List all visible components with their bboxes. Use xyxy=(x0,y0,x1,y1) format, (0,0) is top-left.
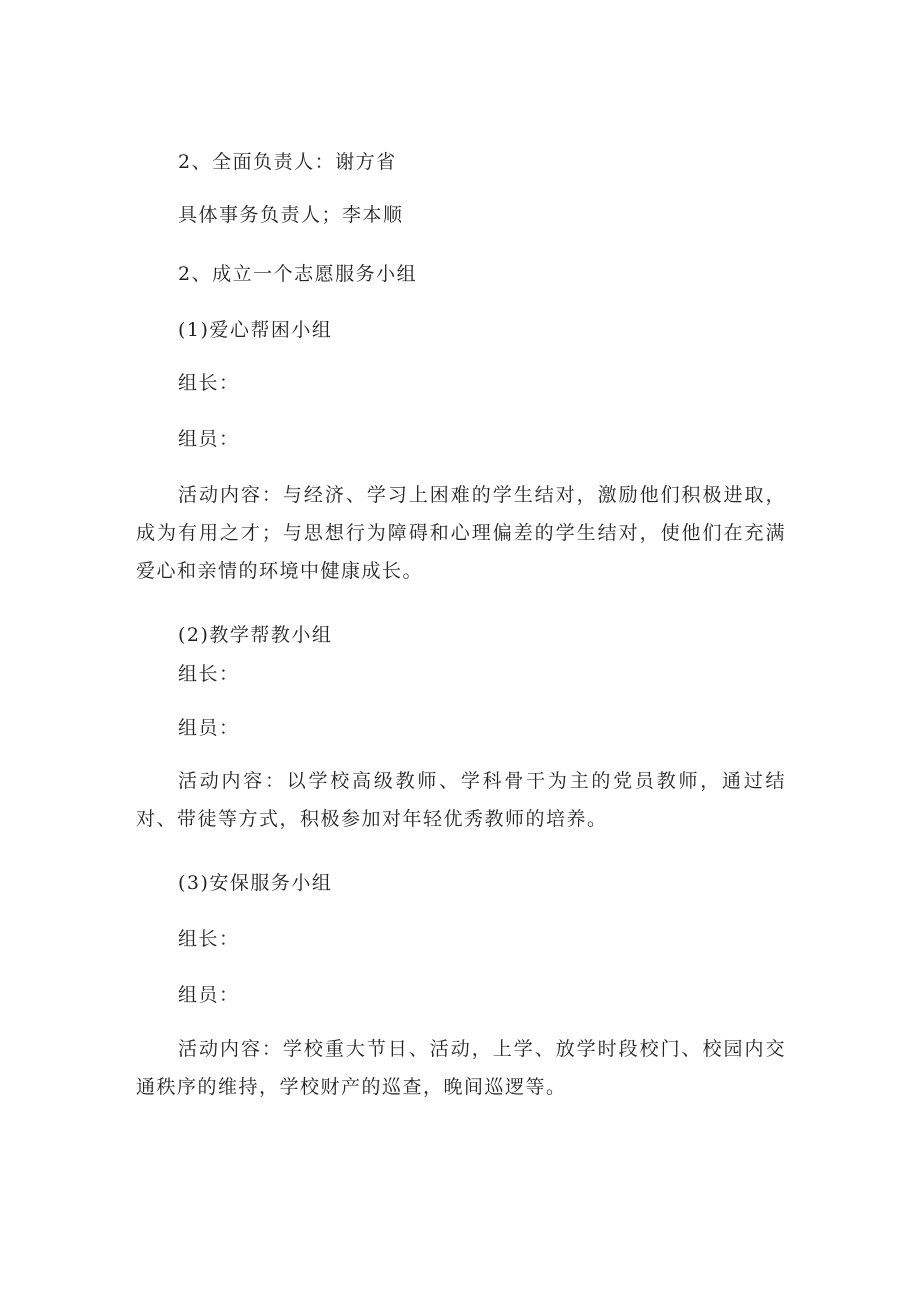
group-leader-label: 组长： xyxy=(178,928,240,950)
group-members-label: 组员： xyxy=(178,717,240,739)
group-title-security: (3)安保服务小组 xyxy=(178,872,333,894)
responsible-person-line: 2、全面负责人：谢方省 xyxy=(178,151,397,173)
section-heading: 2、成立一个志愿服务小组 xyxy=(178,263,418,285)
group-leader-label: 组长： xyxy=(178,663,240,685)
group-title-teaching: (2)教学帮教小组 xyxy=(178,624,333,646)
group-members-label: 组员： xyxy=(178,428,240,450)
group-content-paragraph: 活动内容：与经济、学习上困难的学生结对，激励他们积极进取，成为有用之才；与思想行为障碍和心理偏差的学生结对，使他们在充满爱心和亲情的环境中健康成长。 xyxy=(136,484,786,582)
group-title-caring: (1)爱心帮困小组 xyxy=(178,319,333,341)
group-members-label: 组员： xyxy=(178,984,240,1006)
group-content-paragraph: 活动内容：以学校高级教师、学科骨干为主的党员教师，通过结对、带徒等方式，积极参加对年轻优秀教师的培养。 xyxy=(136,770,786,830)
task-responsible-line: 具体事务负责人；李本顺 xyxy=(178,204,404,226)
group-content-paragraph: 活动内容：学校重大节日、活动，上学、放学时段校门、校园内交通秩序的维持，学校财产的巡查，晚间巡逻等。 xyxy=(136,1038,786,1098)
group-leader-label: 组长： xyxy=(178,372,240,394)
